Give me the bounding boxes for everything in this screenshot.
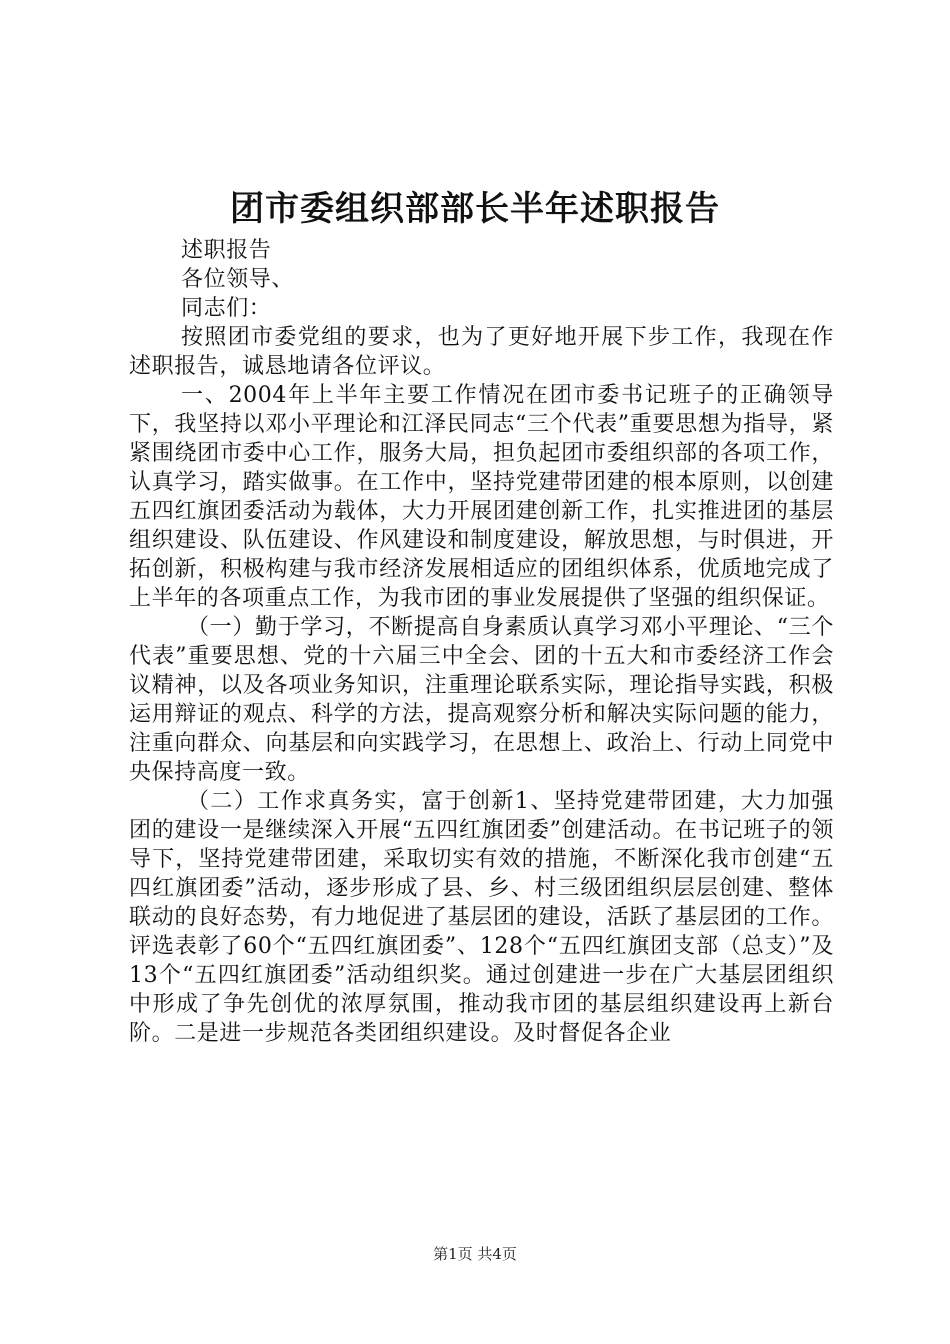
body-paragraph: 一、2004年上半年主要工作情况在团市委书记班子的正确领导下，我坚持以邓小平理论和江泽民同志“三个代表”重要思想为指导，紧紧围绕团市委中心工作，服务大局，担负起团市委组织部的各项工作，认真学习，踏实做事。在工作中，坚持党建带团建的根本原则，以创建五四红旗团委活动为载体，大力开展团建创新工作，扎实推进团的基层组织建设、队伍建设、作风建设和制度建设，解放思想，与时俱进，开拓创新，积极构建与我市经济发展相适应的团组织体系，优质地完成了上半年的各项重点工作，为我市团的事业发展提供了坚强的组织保证。: [129, 383, 834, 611]
body-paragraph: 按照团市委党组的要求，也为了更好地开展下步工作，我现在作述职报告，诚恳地请各位评议。: [129, 325, 834, 379]
body-paragraph: （二）工作求真务实，富于创新1、坚持党建带团建，大力加强团的建设一是继续深入开展“五四红旗团委”创建活动。在书记班子的领导下，坚持党建带团建，采取切实有效的措施，不断深化我市创建“五四红旗团委”活动，逐步形成了县、乡、村三级团组织层层创建、整体联动的良好态势，有力地促进了基层团的建设，活跃了基层团的工作。评选表彰了60个“五四红旗团委”、128个“五四红旗团支部（总支）”及13个“五四红旗团委”活动组织奖。通过创建进一步在广大基层团组织中形成了争先创优的浓厚氛围，推动我市团的基层组织建设再上新台阶。二是进一步规范各类团组织建设。及时督促各企业: [129, 789, 834, 1046]
greeting-line: 述职报告: [181, 238, 272, 263]
greeting-line: 各位领导、: [181, 267, 295, 292]
greeting-line: 同志们：: [181, 296, 272, 321]
page-footer: 第1页 共4页: [433, 1245, 517, 1263]
document-title: 团市委组织部部长半年述职报告: [230, 189, 720, 229]
document-body: [129, 236, 834, 1048]
body-paragraph: （一）勤于学习，不断提高自身素质认真学习邓小平理论、“三个代表”重要思想、党的十六届三中全会、团的十五大和市委经济工作会议精神，以及各项业务知识，注重理论联系实际，理论指导实践，积极运用辩证的观点、科学的方法，提高观察分析和解决实际问题的能力，注重向群众、向基层和向实践学习，在思想上、政治上、行动上同党中央保持高度一致。: [129, 615, 834, 785]
